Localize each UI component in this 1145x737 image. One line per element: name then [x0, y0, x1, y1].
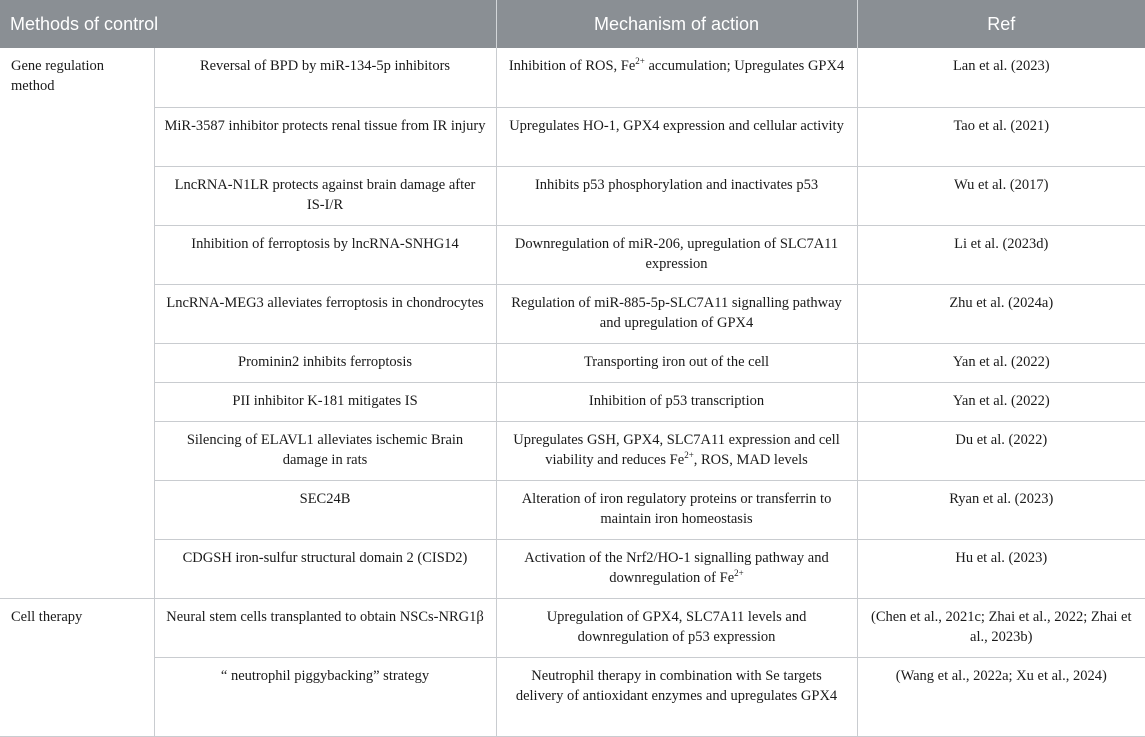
method-cell: Inhibition of ferroptosis by lncRNA-SNHG14: [154, 225, 496, 284]
ref-cell: Ryan et al. (2023): [857, 480, 1145, 539]
ref-cell: Zhu et al. (2024a): [857, 284, 1145, 343]
header-ref: Ref: [857, 0, 1145, 48]
method-cell: Silencing of ELAVL1 alleviates ischemic Brain damage in rats: [154, 421, 496, 480]
mechanism-cell: Upregulation of GPX4, SLC7A11 levels and downregulation of p53 expression: [496, 598, 857, 657]
ref-cell: Hu et al. (2023): [857, 539, 1145, 598]
mechanism-cell: Inhibition of p53 transcription: [496, 382, 857, 421]
table-row: [0, 480, 1145, 539]
ref-cell: Yan et al. (2022): [857, 382, 1145, 421]
table-row: [0, 421, 1145, 480]
mechanism-cell: Downregulation of miR-206, upregulation of SLC7A11 expression: [496, 225, 857, 284]
table-row: [0, 657, 1145, 736]
category-cell: Gene regulation method: [0, 48, 154, 598]
table-row: [0, 343, 1145, 382]
ref-cell: Du et al. (2022): [857, 421, 1145, 480]
mechanism-cell: Alteration of iron regulatory proteins or transferrin to maintain iron homeostasis: [496, 480, 857, 539]
table-row: [0, 284, 1145, 343]
table-row: [0, 225, 1145, 284]
table-row: [0, 539, 1145, 598]
header-methods: Methods of control: [0, 0, 496, 48]
mechanism-cell: Activation of the Nrf2/HO-1 signalling pathway and downregulation of $Fe^{2+}$: [496, 539, 857, 598]
mechanism-cell: Inhibits p53 phosphorylation and inactivates p53: [496, 166, 857, 225]
method-cell: “ neutrophil piggybacking” strategy: [154, 657, 496, 736]
header-row: [0, 0, 1145, 48]
table-row: [0, 166, 1145, 225]
ref-cell: Yan et al. (2022): [857, 343, 1145, 382]
mechanism-cell: Transporting iron out of the cell: [496, 343, 857, 382]
ref-cell: Lan et al. (2023): [857, 48, 1145, 107]
method-cell: LncRNA-MEG3 alleviates ferroptosis in chondrocytes: [154, 284, 496, 343]
ref-cell: (Wang et al., 2022a; Xu et al., 2024): [857, 657, 1145, 736]
method-cell: LncRNA-N1LR protects against brain damage after IS-I/R: [154, 166, 496, 225]
method-cell: PII inhibitor K-181 mitigates IS: [154, 382, 496, 421]
ref-cell: Tao et al. (2021): [857, 107, 1145, 166]
table-row: [0, 107, 1145, 166]
mechanism-cell: Upregulates GSH, GPX4, SLC7A11 expression and cell viability and reduces $Fe^{2+}$, ROS, MAD levels: [496, 421, 857, 480]
ref-cell: (Chen et al., 2021c; Zhai et al., 2022; Zhai et al., 2023b): [857, 598, 1145, 657]
method-cell: Prominin2 inhibits ferroptosis: [154, 343, 496, 382]
category-cell: Cell therapy: [0, 598, 154, 736]
mechanism-cell: Neutrophil therapy in combination with Se targets delivery of antioxidant enzymes and upregulates GPX4: [496, 657, 857, 736]
table-row: [0, 382, 1145, 421]
table-row: [0, 598, 1145, 657]
mechanism-cell: Inhibition of ROS, $Fe^{2+}$ accumulation; Upregulates GPX4: [496, 48, 857, 107]
ref-cell: Li et al. (2023d): [857, 225, 1145, 284]
method-cell: Reversal of BPD by miR-134-5p inhibitors: [154, 48, 496, 107]
table-row: [0, 48, 1145, 107]
method-cell: SEC24B: [154, 480, 496, 539]
method-cell: Neural stem cells transplanted to obtain NSCs-NRG1β: [154, 598, 496, 657]
method-cell: CDGSH iron-sulfur structural domain 2 (CISD2): [154, 539, 496, 598]
method-cell: MiR-3587 inhibitor protects renal tissue from IR injury: [154, 107, 496, 166]
mechanism-cell: Regulation of miR-885-5p-SLC7A11 signalling pathway and upregulation of GPX4: [496, 284, 857, 343]
ref-cell: Wu et al. (2017): [857, 166, 1145, 225]
mechanism-cell: Upregulates HO-1, GPX4 expression and cellular activity: [496, 107, 857, 166]
header-mechanism: Mechanism of action: [496, 0, 857, 48]
